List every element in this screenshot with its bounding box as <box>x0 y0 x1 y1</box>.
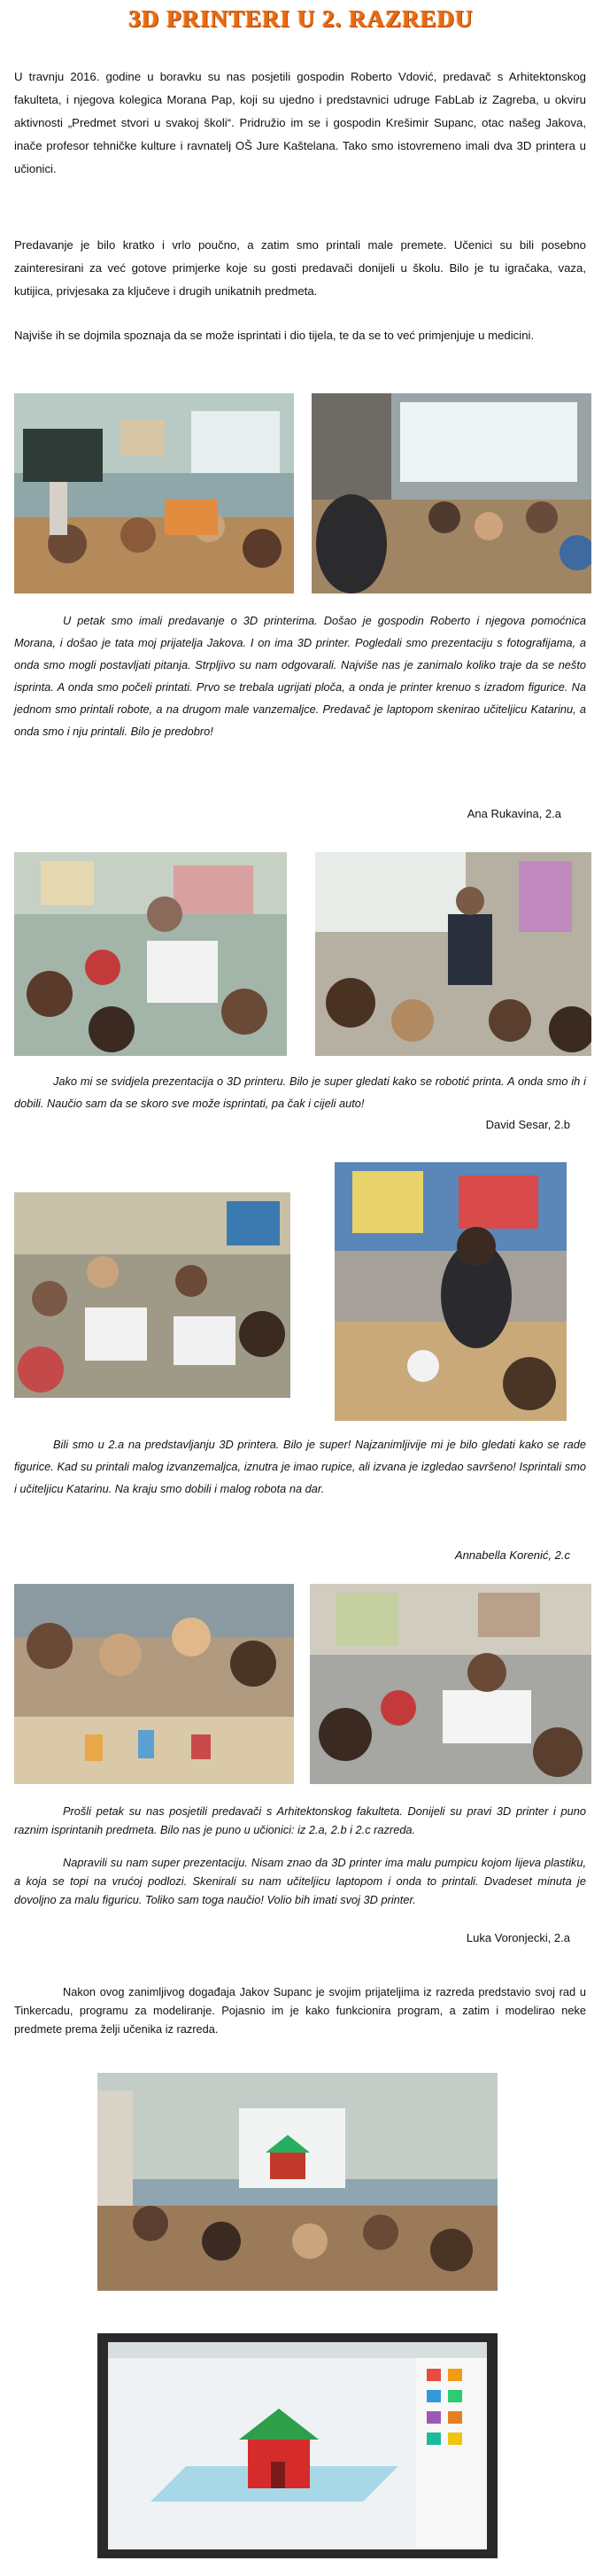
essay-4-author: Luka Voronjecki, 2.a <box>466 1931 570 1944</box>
essay-3-author: Annabella Korenić, 2.c <box>454 1548 570 1562</box>
classroom-photo-8 <box>310 1584 591 1784</box>
essay-3-text: Bili smo u 2.a na predstavljanju 3D printera. Bilo je super! Najzanimljivije mi je bilo gledati kako se rade figurice. Kad su printali malog izvanzemaljca, iznutra je imao rupice, ali izvana je izgledao savršeno! Isprintali smo i učiteljicu Katarinu. Na kraju smo dobili i malog robota na dar. <box>14 1438 586 1495</box>
essay-4-paragraph-1: Prošli petak su nas posjetili predavači s Arhitektonskog fakulteta. Donijeli su pravi 3D printer i puno raznim isprintanih predmeta. Bilo nas je puno u učionici: iz 2.a, 2.b i 2.c razreda. <box>14 1804 586 1836</box>
classroom-photo-3 <box>14 852 287 1056</box>
classroom-photo-6 <box>335 1162 567 1421</box>
classroom-photo-1 <box>14 393 294 594</box>
intro-paragraph-1: U travnju 2016. godine u boravku su nas posjetili gospodin Roberto Vdović, predavač s Arhitektonskog fakulteta, i njegova kolegica Morana Pap, koji su ujedno i predstavnici udruge FabLab iz Zagreba, u okviru aktivnosti „Predmet stvori u svakoj školi“. Pridružio im se i gospodin Krešimir Supanc, otac našeg Jakova, inače profesor tehničke kulture i ravnatelj OŠ Jure Kaštelana. Tako smo istovremeno imali dva 3D printera u učionici. <box>14 70 586 175</box>
essay-1-text: U petak smo imali predavanje o 3D printerima. Došao je gospodin Roberto i njegova pomoćnica Morana, i došao je tata moj prijatelja Jakova. I on ima 3D printer. Pogledali smo prezentaciju s fotografijama, a onda smo mogli postavljati pitanja. Strpljivo su nam odgovarali. Najviše nas je zanimalo koliko traje da se nešto isprinta. A onda smo počeli printati. Prvo se trebala ugrijati ploča, a onda je printer krenuo s izradom figurice. Na jednom smo printali robote, a na drugom male vanzemaljce. Predavač je laptopom skenirao učiteljicu Katarinu, a onda smo i nju printali. Bilo je predobro! <box>14 614 586 738</box>
page-title: 3D PRINTERI U 2. RAZREDU <box>128 5 474 32</box>
intro-paragraph-2: Predavanje je bilo kratko i vrlo poučno, a zatim smo printali male premete. Učenici su bili posebno zainteresirani za već gotove primjerke koje su gosti predavači donijeli u školu. Bilo je tu igračaka, vaza, kutijica, privjesaka za ključeve i drugih unikatnih predmeta. <box>14 238 586 298</box>
tinkercad-screen-photo <box>97 2333 498 2558</box>
essay-2-text: Jako mi se svidjela prezentacija o 3D printeru. Bilo je super gledati kako se robotić printa. A onda smo ih i dobili. Naučio sam da se skoro sve može isprintati, pa čak i cijeli auto! <box>14 1075 586 1110</box>
essay-1-author: Ana Rukavina, 2.a <box>467 807 561 820</box>
classroom-photo-7 <box>14 1584 294 1784</box>
essay-2-author: David Sesar, 2.b <box>485 1118 570 1131</box>
essay-4-paragraph-2: Napravili su nam super prezentaciju. Nisam znao da 3D printer ima malu pumpicu kojom lijeva plastiku, a koja se topi na vrućoj podlozi. Skenirali su nam učiteljicu laptopom i onda to printali. Dvadeset minuta je dovoljno za malu figuricu. Toliko sam toga naučio! Volio bih imati svoj 3D printer. <box>14 1856 586 1906</box>
closing-paragraph: Nakon ovog zanimljivog događaja Jakov Supanc je svojim prijateljima iz razreda predstavio svoj rad u Tinkercadu, programu za modeliranje. Pojasnio im je kako funkcionira program, a zatim i modelirao neke predmete prema želji učenika iz razreda. <box>14 1985 586 2036</box>
tinkercad-presentation-photo <box>97 2073 498 2291</box>
classroom-photo-5 <box>14 1192 290 1398</box>
classroom-photo-2 <box>312 393 591 594</box>
classroom-photo-4 <box>315 852 591 1056</box>
intro-paragraph-3: Najviše ih se dojmila spoznaja da se može isprintati i dio tijela, te da se to već primjenjuje u medicini. <box>14 329 535 342</box>
